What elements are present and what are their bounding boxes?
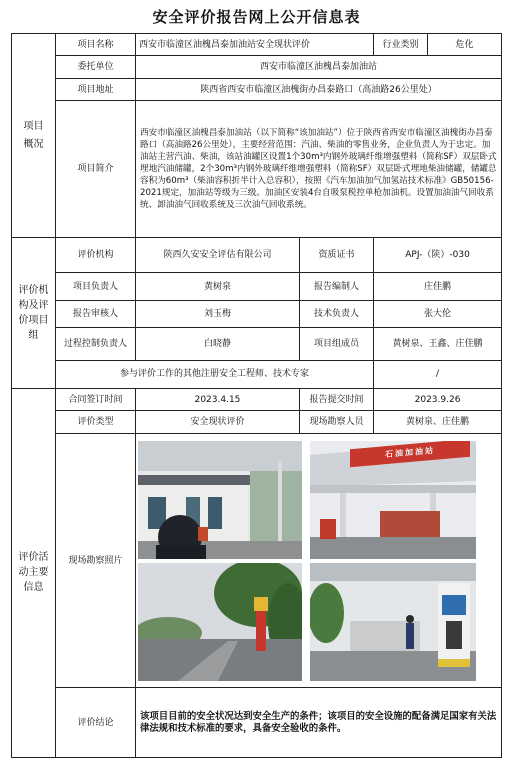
intro-label: 项目简介 (56, 101, 136, 238)
page-title: 安全评价报告网上公开信息表 (152, 8, 361, 26)
site-photo-dispenser (310, 563, 476, 681)
other-label: 参与评价工作的其他注册安全工程师、技术专家 (56, 361, 374, 389)
tech-label: 技术负责人 (300, 300, 374, 328)
members-label: 项目组成员 (300, 328, 374, 361)
survey-value: 黄树泉、庄佳鹏 (374, 411, 502, 433)
conclusion-value: 该项目目前的安全状况达到安全生产的条件；该项目的安全设施的配备满足国家有关法律法规和技术标准的要求，具备安全验收的条件。 (136, 688, 502, 758)
intro-value: 西安市临潼区油槐昌泰加油站（以下简称“该加油站”）位于陕西省西安市临潼区油槐街办昌泰路口（高油路26公里处），主要经营范围：汽油、柴油的零售业务，企业负责人为于忠定。加油站主营汽油、柴油，该站油罐区设置1个30m³内钢外玻璃纤维增强塑料（简称SF）双层卧式埋地汽油储罐，2个30m³内钢外玻璃纤维增强塑料（简称SF）双层卧式埋地柴油储罐，储罐总容积为60m³（柴油容积折半计入总容积），按照《汽车加油加气加氢站技术标准》GB50156-2021规定，加油站等级为三级。加油区安装4台自吸泵税控单枪加油机。设置加油油气回收系统、卸油油气回收系统及三次油气回收系统。 (136, 101, 502, 238)
photos-label: 现场勘察照片 (56, 433, 136, 688)
writer-label: 报告编制人 (300, 273, 374, 301)
photos-area (136, 437, 501, 685)
type-value: 安全现状评价 (136, 411, 300, 433)
agency-value: 陕西久安安全评估有限公司 (136, 238, 300, 273)
address-value: 陕西省西安市临潼区油槐街办昌泰路口（高油路26公里处） (136, 78, 502, 100)
client-value: 西安市临潼区油槐昌泰加油站 (136, 56, 502, 78)
tech-value: 张大伦 (374, 300, 502, 328)
type-label: 评价类型 (56, 411, 136, 433)
survey-label: 现场勘察人员 (300, 411, 374, 433)
process-value: 白晓静 (136, 328, 300, 361)
org-group-label: 评价机 构及评 价项目 组 (12, 238, 56, 388)
writer-value: 庄佳鹏 (374, 273, 502, 301)
client-label: 委托单位 (56, 56, 136, 78)
submit-value: 2023.9.26 (374, 388, 502, 410)
reviewer-label: 报告审核人 (56, 300, 136, 328)
members-value: 黄树泉、王鑫、庄佳鹏 (374, 328, 502, 361)
canopy-banner: 石油加油站 (350, 441, 470, 467)
cert-value: APJ-（陕）-030 (374, 238, 502, 273)
leader-value: 黄树泉 (136, 273, 300, 301)
submit-label: 报告提交时间 (300, 388, 374, 410)
agency-label: 评价机构 (56, 238, 136, 273)
info-table (11, 33, 502, 758)
industry-label: 行业类别 (374, 34, 428, 56)
leader-label: 项目负责人 (56, 273, 136, 301)
site-photo-road (138, 563, 302, 681)
site-photo-building (138, 441, 302, 559)
project-group-label: 项目 概况 (12, 34, 56, 238)
conclusion-label: 评价结论 (56, 688, 136, 758)
photos-cell (136, 433, 502, 688)
address-label: 项目地址 (56, 78, 136, 100)
project-name-value: 西安市临潼区油槐昌泰加油站安全现状评价 (136, 34, 374, 56)
project-name-label: 项目名称 (56, 34, 136, 56)
industry-value: 危化 (428, 34, 502, 56)
cert-label: 资质证书 (300, 238, 374, 273)
site-photo-canopy (310, 441, 476, 559)
contract-label: 合同签订时间 (56, 388, 136, 410)
other-value: / (374, 361, 502, 389)
process-label: 过程控制负责人 (56, 328, 136, 361)
reviewer-value: 刘玉梅 (136, 300, 300, 328)
activity-group-label: 评价活 动主要 信息 (12, 388, 56, 757)
contract-value: 2023.4.15 (136, 388, 300, 410)
